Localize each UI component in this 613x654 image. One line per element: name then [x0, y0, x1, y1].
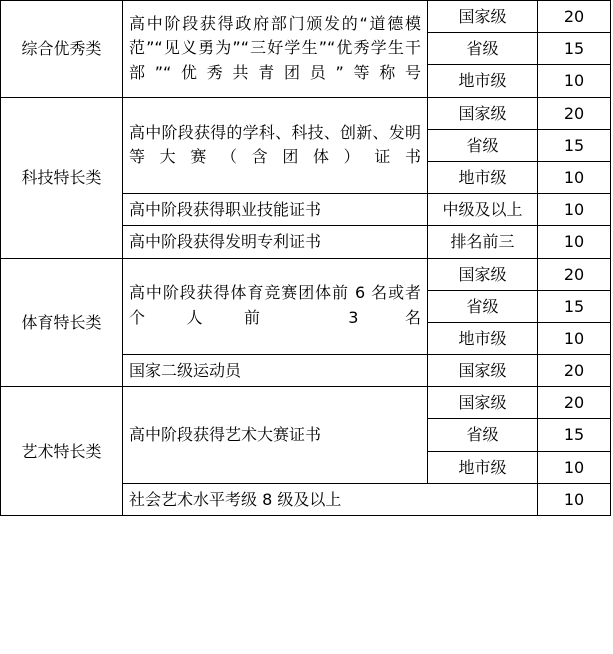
row-level: 地市级: [428, 322, 538, 354]
row-score: 10: [538, 322, 611, 354]
row-score: 20: [538, 97, 611, 129]
row-category: 科技特长类: [1, 97, 123, 258]
table-row: [1, 97, 611, 129]
row-description: 高中阶段获得职业技能证书: [123, 194, 428, 226]
row-level: 省级: [428, 33, 538, 65]
row-level: 省级: [428, 129, 538, 161]
row-description: 高中阶段获得的学科、科技、创新、发明等大赛（含团体）证书: [123, 97, 428, 194]
row-level: 国家级: [428, 97, 538, 129]
row-description: 高中阶段获得发明专利证书: [123, 226, 428, 258]
row-level: 国家级: [428, 258, 538, 290]
row-score: 15: [538, 129, 611, 161]
row-description: 社会艺术水平考级 8 级及以上: [123, 483, 538, 515]
row-level: 中级及以上: [428, 194, 538, 226]
row-level: 地市级: [428, 451, 538, 483]
row-score: 10: [538, 161, 611, 193]
row-score: 10: [538, 483, 611, 515]
row-score: 20: [538, 1, 611, 33]
table-row: [1, 258, 611, 290]
table-row: [1, 387, 611, 419]
row-description: 高中阶段获得体育竞赛团体前 6 名或者个人前 3 名: [123, 258, 428, 355]
row-score: 15: [538, 419, 611, 451]
row-score: 15: [538, 290, 611, 322]
row-level: 国家级: [428, 355, 538, 387]
row-category: 体育特长类: [1, 258, 123, 387]
row-level: 国家级: [428, 1, 538, 33]
row-description: 高中阶段获得艺术大赛证书: [123, 387, 428, 484]
row-score: 15: [538, 33, 611, 65]
row-score: 10: [538, 451, 611, 483]
row-level: 地市级: [428, 161, 538, 193]
row-category: 艺术特长类: [1, 387, 123, 516]
row-category: 综合优秀类: [1, 1, 123, 98]
row-level: 排名前三: [428, 226, 538, 258]
table-row: [1, 1, 611, 33]
row-level: 地市级: [428, 65, 538, 97]
row-description: 高中阶段获得政府部门颁发的“道德模范”“见义勇为”“三好学生”“优秀学生干部”“优秀共青团员”等称号: [123, 1, 428, 98]
row-level: 省级: [428, 419, 538, 451]
row-score: 20: [538, 258, 611, 290]
row-score: 10: [538, 226, 611, 258]
row-score: 10: [538, 65, 611, 97]
row-description: 国家二级运动员: [123, 355, 428, 387]
row-level: 省级: [428, 290, 538, 322]
row-score: 10: [538, 194, 611, 226]
row-score: 20: [538, 355, 611, 387]
row-level: 国家级: [428, 387, 538, 419]
row-score: 20: [538, 387, 611, 419]
